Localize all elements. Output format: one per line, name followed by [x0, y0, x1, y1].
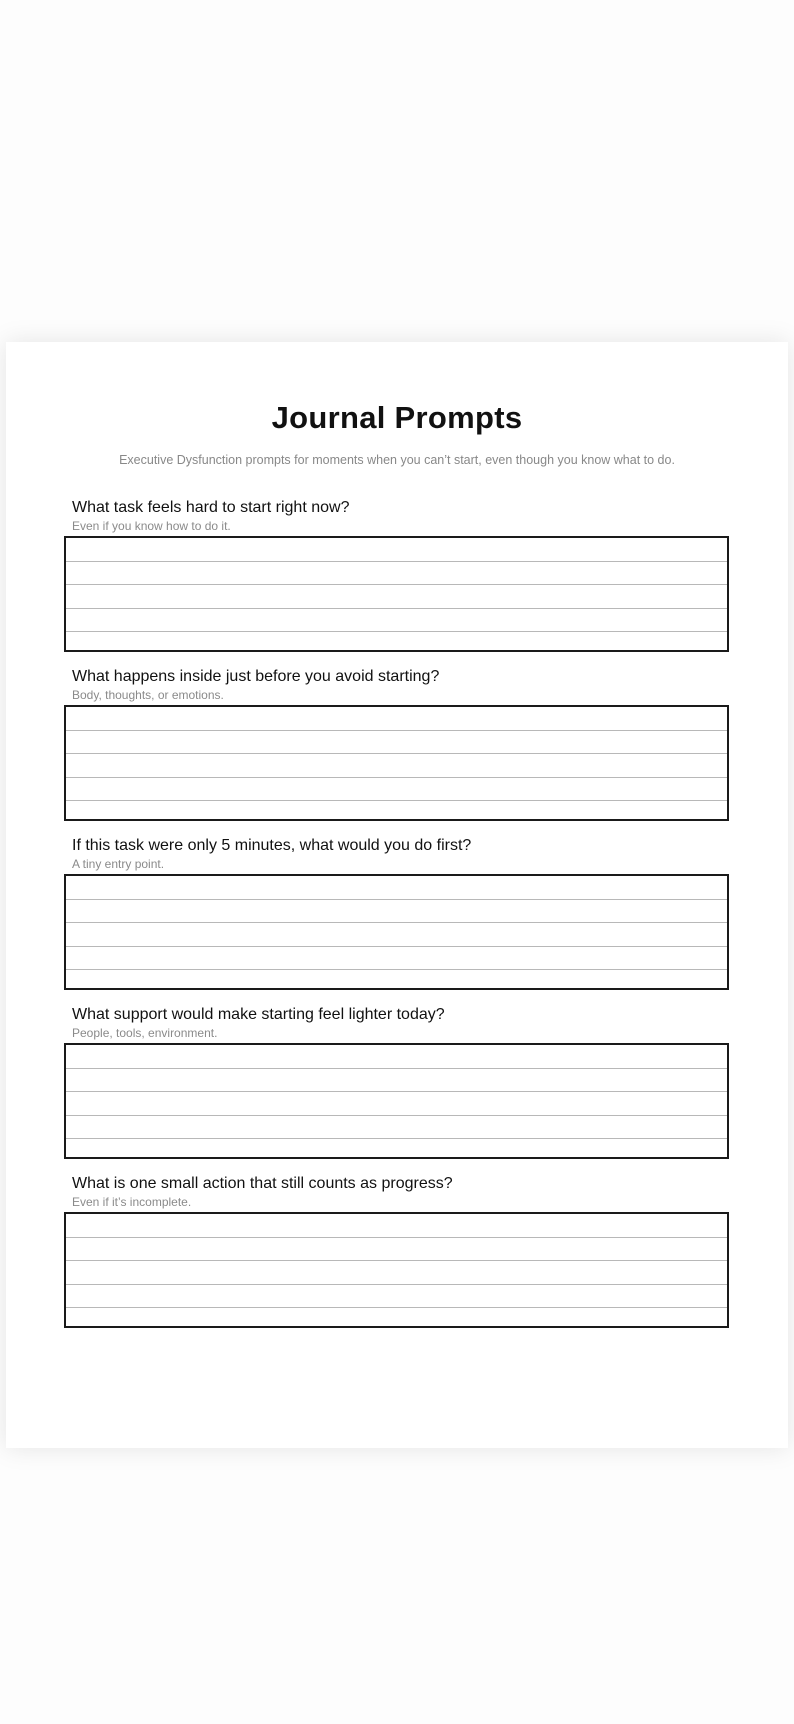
prompt-item: [64, 1005, 729, 1159]
writing-line: [66, 585, 727, 609]
writing-line: [66, 1069, 727, 1093]
writing-area[interactable]: [64, 1212, 729, 1328]
prompt-question: What happens inside just before you avoid starting?: [72, 668, 440, 685]
page-title: Journal Prompts: [271, 400, 523, 435]
writing-line: [66, 1285, 727, 1309]
writing-line: [66, 1214, 727, 1238]
writing-line: [66, 1308, 727, 1332]
writing-line: [66, 1238, 727, 1262]
writing-line: [66, 1045, 727, 1069]
prompt-hint: Even if you know how to do it.: [72, 519, 231, 533]
prompt-hint: Even if it’s incomplete.: [72, 1195, 192, 1209]
writing-line: [66, 900, 727, 924]
prompt-item: [64, 1174, 729, 1328]
writing-area[interactable]: [64, 705, 729, 821]
writing-line: [66, 1092, 727, 1116]
writing-area[interactable]: [64, 874, 729, 990]
writing-line: [66, 947, 727, 971]
writing-line: [66, 801, 727, 825]
prompt-hint: Body, thoughts, or emotions.: [72, 688, 224, 702]
prompt-question: What task feels hard to start right now?: [72, 499, 350, 516]
page-subtitle: Executive Dysfunction prompts for moments when you can’t start, even though you know what to do.: [119, 453, 675, 467]
prompt-hint: A tiny entry point.: [72, 857, 165, 871]
writing-line: [66, 970, 727, 994]
prompt-item: [64, 498, 729, 652]
writing-line: [66, 731, 727, 755]
worksheet-page: [6, 342, 788, 1448]
prompt-hint: People, tools, environment.: [72, 1026, 218, 1040]
writing-area[interactable]: [64, 536, 729, 652]
prompt-question: What is one small action that still counts as progress?: [72, 1175, 453, 1192]
prompt-item: [64, 836, 729, 990]
writing-line: [66, 538, 727, 562]
writing-line: [66, 1261, 727, 1285]
writing-line: [66, 923, 727, 947]
prompt-question: If this task were only 5 minutes, what would you do first?: [72, 837, 472, 854]
writing-line: [66, 754, 727, 778]
writing-line: [66, 778, 727, 802]
writing-area[interactable]: [64, 1043, 729, 1159]
writing-line: [66, 876, 727, 900]
writing-line: [66, 707, 727, 731]
prompt-item: [64, 667, 729, 821]
writing-line: [66, 609, 727, 633]
prompt-list: [64, 498, 729, 1343]
writing-line: [66, 562, 727, 586]
writing-line: [66, 1116, 727, 1140]
writing-line: [66, 1139, 727, 1163]
prompt-question: What support would make starting feel lighter today?: [72, 1006, 445, 1023]
writing-line: [66, 632, 727, 656]
